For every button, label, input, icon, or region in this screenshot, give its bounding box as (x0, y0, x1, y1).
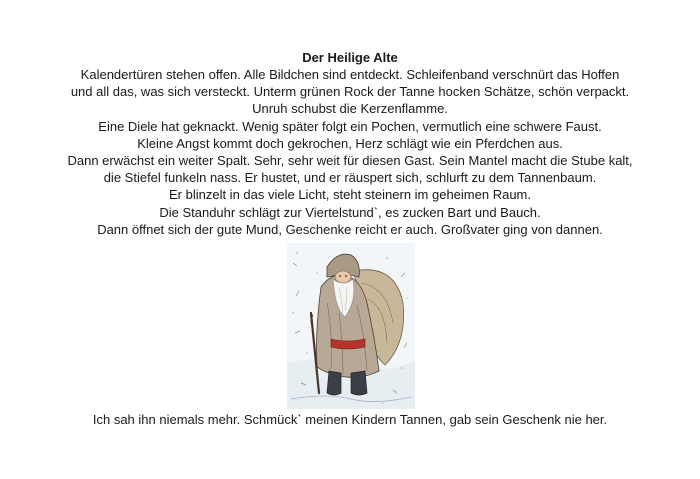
poem-line: Dann erwächst ein weiter Spalt. Sehr, sehr weit für diesen Gast. Sein Mantel macht die Stube kalt, (67, 153, 633, 169)
santa-illustration (287, 243, 415, 409)
poem-line: Er blinzelt in das viele Licht, steht steinern im geheimen Raum. (168, 187, 531, 203)
poem-line: Dann öffnet sich der gute Mund, Geschenke reicht er auch. Großvater ging von dannen. (97, 221, 603, 237)
poem-body (0, 66, 700, 238)
poem-line: und all das, was sich versteckt. Unterm grünen Rock der Tanne hocken Schätze, schön verpackt. (70, 84, 630, 100)
poem-line: Eine Diele hat geknackt. Wenig später folgt ein Pochen, vermutlich eine schwere Faust. (98, 118, 602, 134)
poem-title: Der Heilige Alte (302, 50, 398, 65)
poem-line: Kleine Angst kommt doch gekrochen, Herz schlägt wie ein Pferdchen aus. (137, 135, 563, 151)
poem-line: Kalendertüren stehen offen. Alle Bildchen sind entdeckt. Schleifenband verschnürt das Hoffen (80, 67, 620, 82)
poem-line: die Stiefel funkeln nass. Er hustet, und er räuspert sich, schlurft zu dem Tannenbaum. (103, 170, 597, 186)
closing-line: Ich sah ihn niemals mehr. Schmück` meinen Kindern Tannen, gab sein Geschenk nie her. (92, 412, 608, 427)
poem-line: Die Standuhr schlägt zur Viertelstund`, es zucken Bart und Bauch. (159, 204, 541, 220)
poem-line: Unruh schubst die Kerzenflamme. (252, 101, 448, 117)
